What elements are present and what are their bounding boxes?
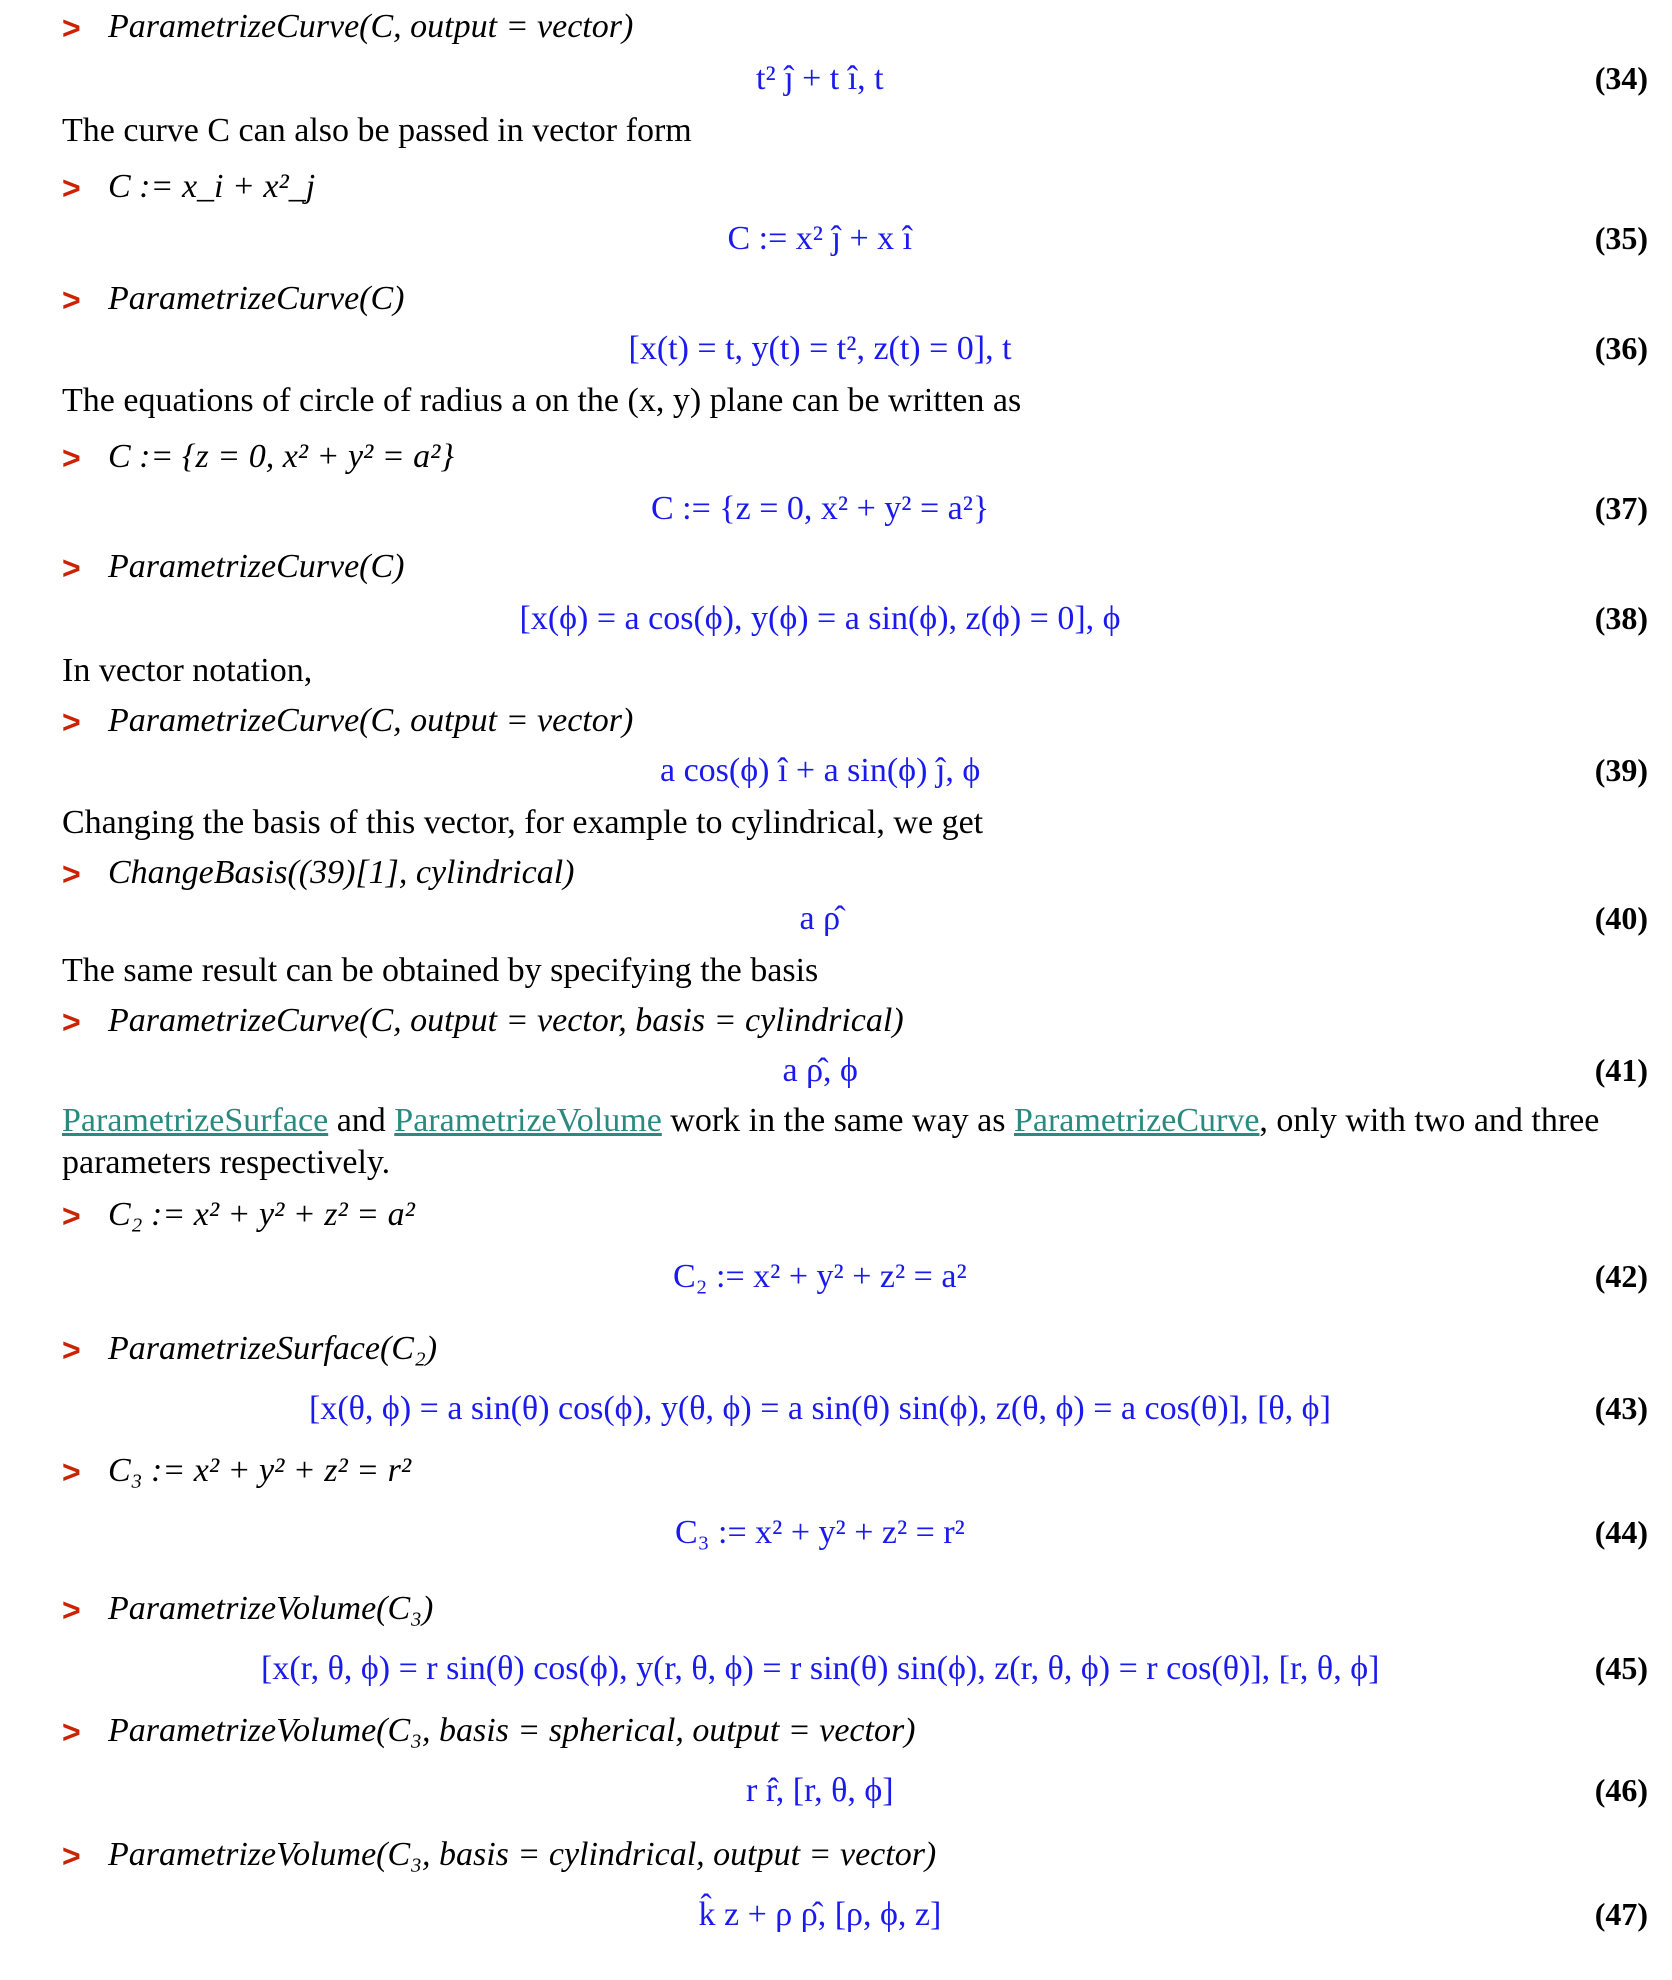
output-math: a ρ̂	[799, 900, 841, 937]
equation-label: (45)	[1594, 1650, 1648, 1686]
equation-label: (42)	[1594, 1258, 1648, 1294]
output-math: C := x² ĵ + x î	[727, 220, 913, 257]
input-command[interactable]: ParametrizeCurve(C)	[108, 280, 405, 317]
input-prompt: >	[62, 170, 81, 206]
output-math: r r̂, [r, θ, ϕ]	[746, 1772, 894, 1809]
input-command[interactable]: ParametrizeVolume(C₃, basis = spherical, output = vector)	[108, 1712, 916, 1749]
input-prompt: >	[62, 282, 81, 318]
text-paragraph: In vector notation,	[62, 652, 313, 689]
output-math: a cos(ϕ) î + a sin(ϕ) ĵ, ϕ	[660, 752, 981, 789]
input-command[interactable]: ParametrizeVolume(C₃, basis = cylindrical, output = vector)	[108, 1836, 937, 1873]
output-math: t² ĵ + t î, t	[756, 60, 884, 97]
input-command[interactable]: C₂ := x² + y² + z² = a²	[108, 1196, 415, 1233]
input-prompt: >	[62, 856, 81, 892]
output-math: [x(r, θ, ϕ) = r sin(θ) cos(ϕ), y(r, θ, ϕ) = r sin(θ) sin(ϕ), z(r, θ, ϕ) = r cos(θ)], [r, θ, ϕ]	[261, 1650, 1380, 1687]
input-prompt: >	[62, 1454, 81, 1490]
paragraph-end: , only with two and three parameters respectively.	[62, 1102, 1600, 1181]
equation-label: (35)	[1594, 220, 1648, 256]
input-command[interactable]: C := x_i + x²_j	[108, 168, 316, 205]
input-prompt: >	[62, 550, 81, 586]
input-prompt: >	[62, 1838, 81, 1874]
input-prompt: >	[62, 1592, 81, 1628]
link-parametrize-curve[interactable]: ParametrizeCurve	[1013, 1102, 1260, 1139]
equation-label: (44)	[1594, 1514, 1648, 1550]
output-math: C₃ := x² + y² + z² = r²	[675, 1514, 965, 1551]
text-paragraph: The same result can be obtained by specifying the basis	[62, 952, 819, 989]
link-parametrize-surface[interactable]: ParametrizeSurface	[62, 1102, 329, 1139]
input-command[interactable]: ParametrizeVolume(C₃)	[108, 1590, 434, 1627]
equation-label: (41)	[1594, 1052, 1648, 1088]
equation-label: (37)	[1594, 490, 1648, 526]
paragraph-and: and	[328, 1102, 395, 1139]
input-command[interactable]: ParametrizeCurve(C)	[108, 548, 405, 585]
equation-label: (40)	[1594, 900, 1648, 936]
paragraph-parametrize	[62, 1100, 1642, 1184]
input-command[interactable]: C := {z = 0, x² + y² = a²}	[108, 438, 454, 475]
equation-label: (43)	[1594, 1390, 1648, 1426]
input-command[interactable]: ParametrizeCurve(C, output = vector)	[108, 702, 634, 739]
input-command[interactable]: ParametrizeCurve(C, output = vector, basis = cylindrical)	[108, 1002, 904, 1039]
input-prompt: >	[62, 1714, 81, 1750]
input-command[interactable]: ParametrizeCurve(C, output = vector)	[108, 8, 634, 45]
equation-label: (38)	[1594, 600, 1648, 636]
output-math: [x(t) = t, y(t) = t², z(t) = 0], t	[628, 330, 1012, 367]
input-prompt: >	[62, 10, 81, 46]
output-math: k̂ z + ρ ρ̂, [ρ, ϕ, z]	[698, 1896, 942, 1933]
text-paragraph: The equations of circle of radius a on the (x, y) plane can be written as	[62, 382, 1022, 419]
equation-label: (34)	[1594, 60, 1648, 96]
output-math: a ρ̂, ϕ	[782, 1052, 858, 1089]
link-parametrize-volume[interactable]: ParametrizeVolume	[394, 1102, 662, 1139]
text-paragraph: The curve C can also be passed in vector form	[62, 112, 692, 149]
input-prompt: >	[62, 440, 81, 476]
input-prompt: >	[62, 1198, 81, 1234]
equation-label: (36)	[1594, 330, 1648, 366]
output-math: C := {z = 0, x² + y² = a²}	[651, 490, 990, 527]
input-command[interactable]: ParametrizeSurface(C₂)	[108, 1330, 438, 1367]
text-paragraph: Changing the basis of this vector, for example to cylindrical, we get	[62, 804, 984, 841]
input-command[interactable]: ChangeBasis((39)[1], cylindrical)	[108, 854, 575, 891]
input-prompt: >	[62, 1004, 81, 1040]
output-math: [x(θ, ϕ) = a sin(θ) cos(ϕ), y(θ, ϕ) = a sin(θ) sin(ϕ), z(θ, ϕ) = a cos(θ)], [θ, ϕ]	[309, 1390, 1331, 1427]
equation-label: (39)	[1594, 752, 1648, 788]
input-prompt: >	[62, 704, 81, 740]
output-math: C₂ := x² + y² + z² = a²	[673, 1258, 967, 1295]
equation-label: (47)	[1594, 1896, 1648, 1932]
equation-label: (46)	[1594, 1772, 1648, 1808]
paragraph-middle: work in the same way as	[661, 1102, 1014, 1139]
input-prompt: >	[62, 1332, 81, 1368]
input-command[interactable]: C₃ := x² + y² + z² = r²	[108, 1452, 412, 1489]
output-math: [x(ϕ) = a cos(ϕ), y(ϕ) = a sin(ϕ), z(ϕ) = 0], ϕ	[519, 600, 1121, 637]
